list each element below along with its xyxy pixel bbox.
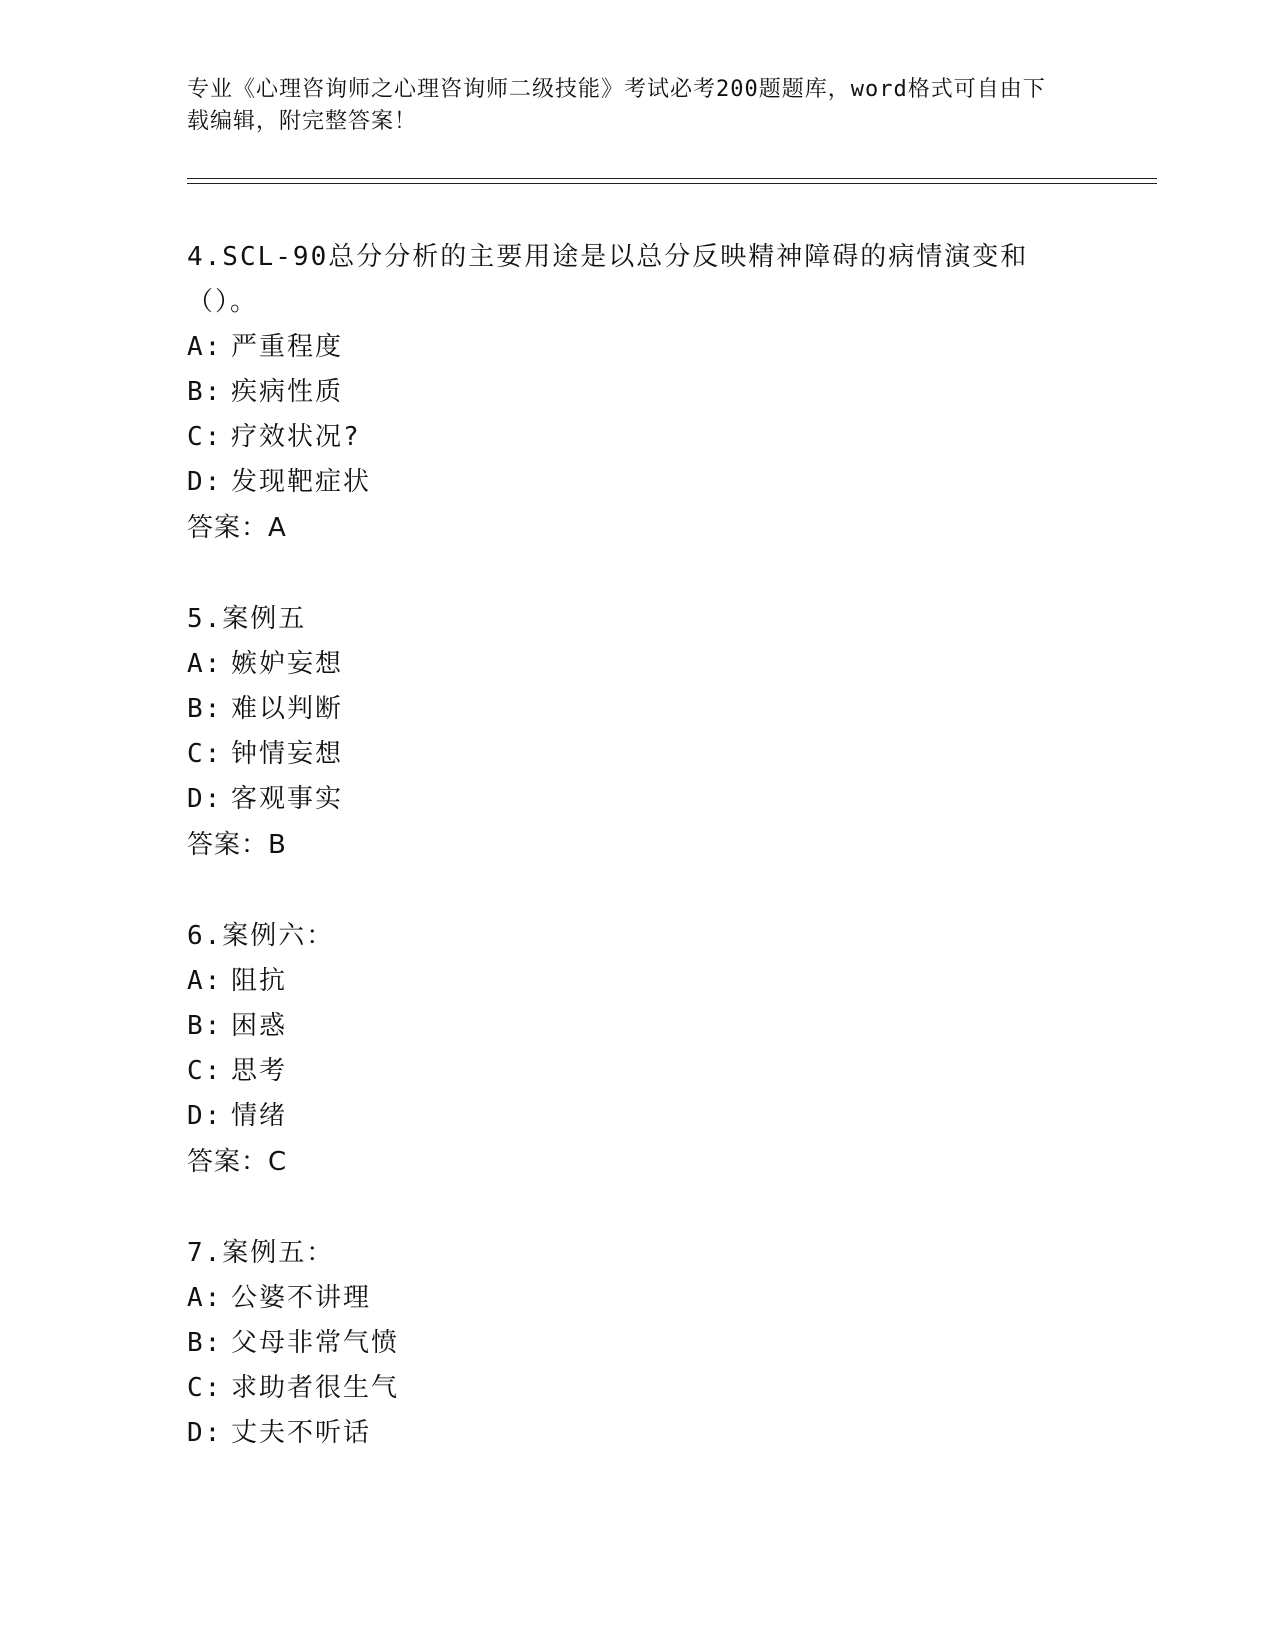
option-b <box>187 370 1127 415</box>
option-letter: D: <box>187 1101 223 1131</box>
option-letter: B: <box>187 1011 223 1041</box>
question-stem: 4.SCL-90总分分析的主要用途是以总分反映精神障碍的病情演变和（）。 <box>187 242 1029 317</box>
option-letter: D: <box>187 784 223 814</box>
answer-line: 答案：C <box>187 1147 288 1177</box>
option-letter: C: <box>187 1373 223 1403</box>
option-letter: D: <box>187 1418 223 1448</box>
option-letter: D: <box>187 467 223 497</box>
option-letter: C: <box>187 422 223 452</box>
option-letter: A: <box>187 966 223 996</box>
option-text: 思考 <box>231 1056 288 1086</box>
option-text: 父母非常气愤 <box>231 1328 400 1358</box>
option-text: 严重程度 <box>231 332 344 362</box>
option-letter: A: <box>187 332 223 362</box>
option-letter: A: <box>187 649 223 679</box>
question-stem: 7.案例五： <box>187 1238 335 1268</box>
option-text: 难以判断 <box>231 694 344 724</box>
option-text: 嫉妒妄想 <box>231 649 344 679</box>
option-b <box>187 687 1127 732</box>
option-text: 困惑 <box>231 1011 288 1041</box>
question-7 <box>187 1231 1127 1456</box>
option-d <box>187 1094 1127 1139</box>
option-letter: B: <box>187 1328 223 1358</box>
option-c <box>187 732 1127 777</box>
option-text: 疗效状况? <box>231 422 361 452</box>
option-a <box>187 1276 1127 1321</box>
option-a <box>187 642 1127 687</box>
option-a <box>187 959 1127 1004</box>
question-5 <box>187 597 1127 868</box>
option-d <box>187 777 1127 822</box>
option-letter: C: <box>187 1056 223 1086</box>
question-stem: 6.案例六： <box>187 921 335 951</box>
option-text: 公婆不讲理 <box>231 1283 372 1313</box>
option-c <box>187 415 1127 460</box>
question-6 <box>187 914 1127 1185</box>
answer-line: 答案：B <box>187 830 287 860</box>
answer-line: 答案：A <box>187 513 287 543</box>
option-b <box>187 1321 1127 1366</box>
option-text: 丈夫不听话 <box>231 1418 372 1448</box>
header-rule-bottom <box>187 183 1157 184</box>
option-d <box>187 1411 1127 1456</box>
option-text: 求助者很生气 <box>231 1373 400 1403</box>
option-letter: A: <box>187 1283 223 1313</box>
question-list <box>187 235 1127 1502</box>
option-text: 疾病性质 <box>231 377 344 407</box>
option-text: 钟情妄想 <box>231 739 344 769</box>
question-4 <box>187 235 1127 551</box>
option-text: 情绪 <box>231 1101 288 1131</box>
document-header: 专业《心理咨询师之心理咨询师二级技能》考试必考200题题库，word格式可自由下载编辑，附完整答案！ <box>187 77 1046 134</box>
option-letter: B: <box>187 694 223 724</box>
option-letter: C: <box>187 739 223 769</box>
option-a <box>187 325 1127 370</box>
option-c <box>187 1049 1127 1094</box>
option-b <box>187 1004 1127 1049</box>
option-c <box>187 1366 1127 1411</box>
option-letter: B: <box>187 377 223 407</box>
option-text: 发现靶症状 <box>231 467 372 497</box>
option-text: 阻抗 <box>231 966 288 996</box>
header-rule-top <box>187 178 1157 179</box>
option-text: 客观事实 <box>231 784 344 814</box>
question-stem: 5.案例五 <box>187 604 307 634</box>
option-d <box>187 460 1127 505</box>
